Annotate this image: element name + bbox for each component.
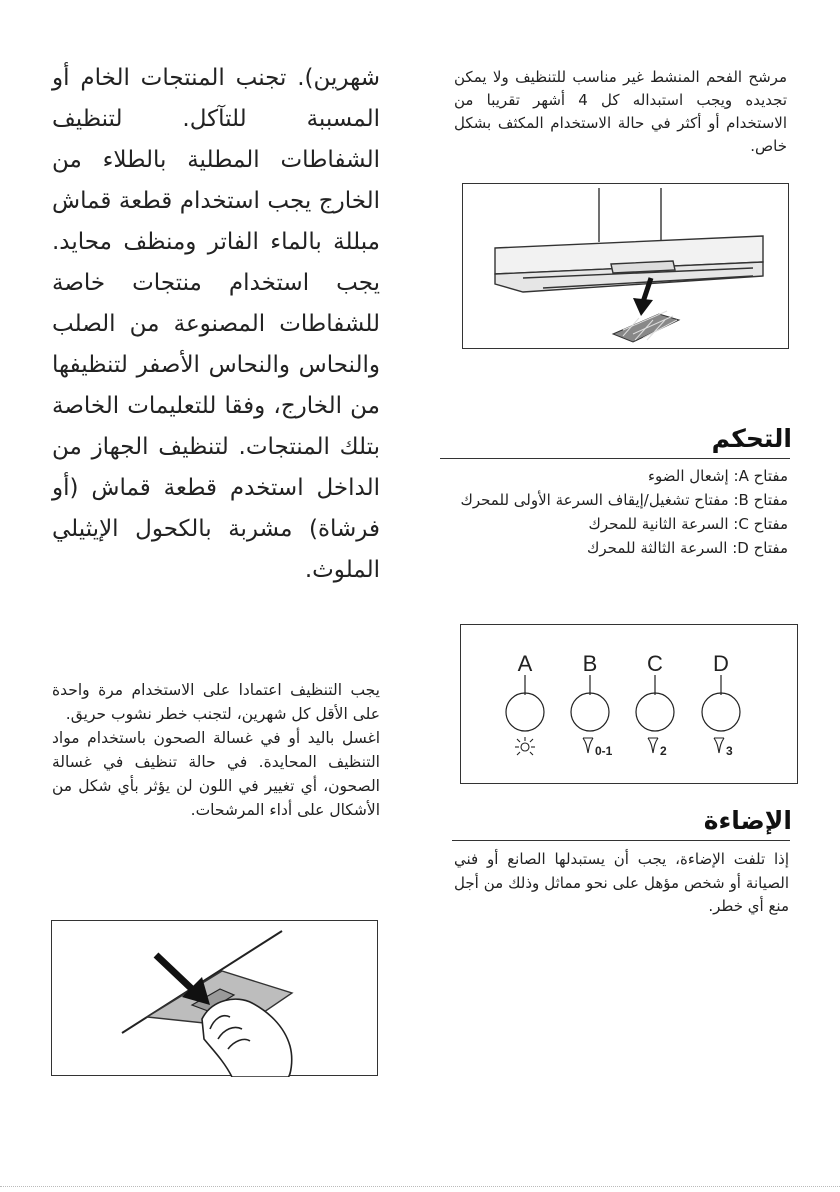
switch-a bbox=[506, 651, 544, 755]
switch-a-button bbox=[506, 693, 544, 731]
switch-c bbox=[636, 651, 674, 758]
hood-drawing bbox=[495, 188, 763, 292]
fan-speed-3-icon bbox=[714, 738, 724, 753]
switch-b-button bbox=[571, 693, 609, 731]
control-switch-list bbox=[440, 464, 788, 560]
switch-b-item: مفتاح B: مفتاح تشغيل/إيقاف السرعة الأولى للمحرك bbox=[460, 491, 788, 509]
hand-drawing bbox=[202, 999, 292, 1077]
lighting-paragraph: إذا تلفت الإضاءة، يجب أن يستبدلها الصانع أو فني الصيانة أو شخص مؤهل على نحو مماثل وذلك من أجل منع أي خطر. bbox=[454, 850, 789, 915]
switch-b-label: B bbox=[582, 651, 598, 676]
carbon-filter-paragraph: مرشح الفحم المنشط غير مناسب للتنظيف ولا يمكن تجديده ويجب استبداله كل 4 أشهر تقريبا من الاستخدام أو أكثر في حالة الاستخدام المكثف بشكل خاص. bbox=[454, 68, 788, 155]
speed-3-label: 3 bbox=[726, 744, 733, 758]
switch-c-item: مفتاح C: السرعة الثانية للمحرك bbox=[588, 515, 788, 533]
page-bottom-edge bbox=[0, 1186, 840, 1187]
cleaning-frequency-paragraph: يجب التنظيف اعتمادا على الاستخدام مرة واحدة على الأقل كل شهرين، لتجنب خطر نشوب حريق. bbox=[52, 681, 380, 723]
switch-b bbox=[571, 651, 613, 758]
lighting-text bbox=[454, 848, 789, 919]
carbon-filter-text bbox=[454, 66, 787, 158]
switch-d bbox=[702, 651, 740, 758]
light-icon bbox=[515, 737, 535, 755]
control-heading: التحكم bbox=[711, 424, 792, 453]
switch-d-label: D bbox=[713, 651, 729, 676]
switch-c-label: C bbox=[647, 651, 663, 676]
switch-a-label: A bbox=[517, 651, 533, 676]
fan-speed-1-icon bbox=[583, 738, 593, 753]
cleaning-main-text bbox=[52, 58, 380, 591]
cleaning-main-paragraph: شهرين). تجنب المنتجات الخام أو المسببة للتآكل. لتنظيف الشفاطات المطلية بالطلاء من الخارج يجب استخدام قطعة قماش مبللة بالماء الفاتر ومنظف محايد. يجب استخدام منتجات خاصة للشفاطات المصنوعة من الصلب والنحاس والنحاس الأصفر لتنظيفها من الخارج، وفقا للتعليمات الخاصة بتلك المنتجات. لتنظيف الجهاز من الداخل استخدم قطعة قماش (أو فرشاة) مشربة بالكحول الإيثيلي الملوث. bbox=[52, 65, 380, 583]
grease-filter-text bbox=[52, 678, 380, 822]
switch-c-button bbox=[636, 693, 674, 731]
carbon-filter-figure bbox=[462, 183, 789, 349]
switch-d-item: مفتاح D: السرعة الثالثة للمحرك bbox=[587, 539, 788, 557]
speed-1-label: 0-1 bbox=[595, 744, 613, 758]
lighting-heading: الإضاءة bbox=[703, 806, 792, 835]
speed-2-label: 2 bbox=[660, 744, 667, 758]
switch-a-item: مفتاح A: إشعال الضوء bbox=[647, 467, 788, 485]
control-divider bbox=[440, 458, 790, 459]
lighting-divider bbox=[452, 840, 790, 841]
washing-filter-figure bbox=[51, 920, 378, 1076]
washing-paragraph: اغسل باليد أو في غسالة الصحون باستخدام مواد التنظيف المحايدة. في حالة تنظيف في غسالة الصحون، أي تغيير في اللون لن يؤثر بأي شكل من الأشكال على أداء المرشحات. bbox=[52, 729, 380, 819]
switch-d-button bbox=[702, 693, 740, 731]
carbon-filter-pad-icon bbox=[613, 311, 679, 342]
fan-speed-2-icon bbox=[648, 738, 658, 753]
control-panel-figure bbox=[460, 624, 798, 784]
